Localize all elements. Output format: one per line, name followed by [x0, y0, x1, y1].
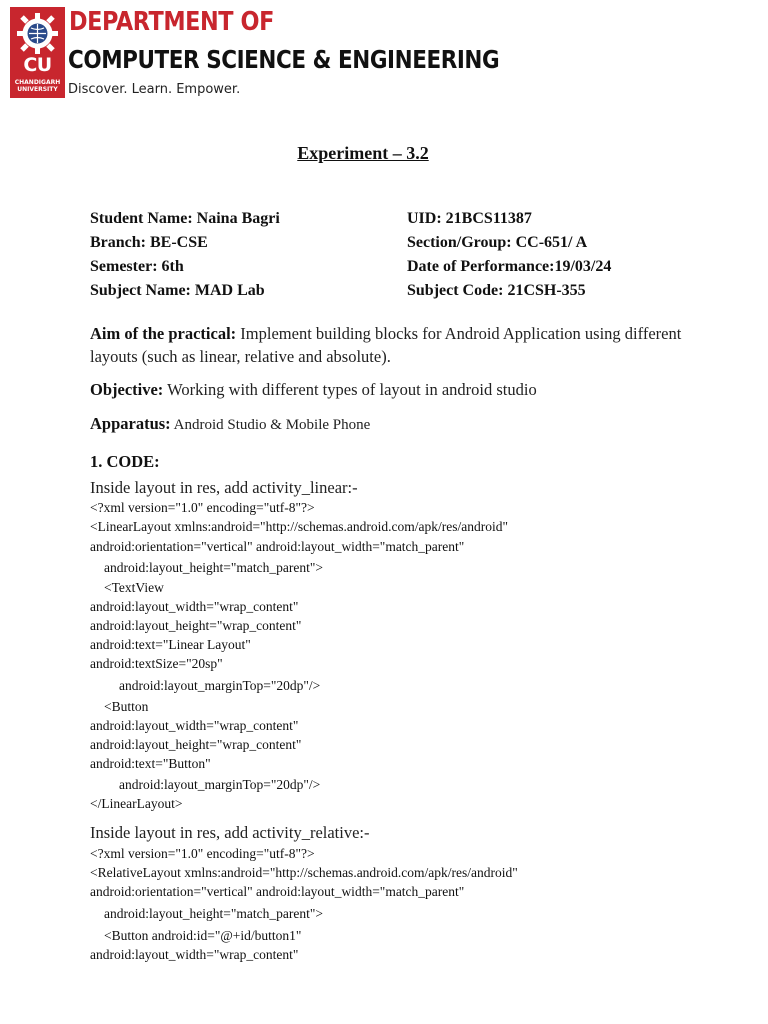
- code-line: android:layout_height="wrap_content": [90, 737, 302, 752]
- department-title-line1: DEPARTMENT OF: [69, 7, 274, 37]
- code-line: android:layout_height="match_parent">: [104, 906, 323, 921]
- code-line: <Button android:id="@+id/button1": [104, 928, 302, 943]
- code-line: </LinearLayout>: [90, 796, 183, 811]
- aim-paragraph: [90, 322, 690, 368]
- logo-university-text: CHANDIGARH UNIVERSITY: [14, 79, 61, 93]
- code-line: android:layout_height="match_parent">: [104, 560, 323, 575]
- code-line: <RelativeLayout xmlns:android="http://schemas.android.com/apk/res/android": [90, 865, 518, 880]
- branch: Branch: BE-CSE: [90, 234, 208, 251]
- semester: Semester: 6th: [90, 258, 184, 275]
- code-line: android:textSize="20sp": [90, 656, 223, 671]
- code-line: android:text="Linear Layout": [90, 637, 251, 652]
- objective-label: Objective:: [90, 380, 164, 399]
- aim-label: Aim of the practical:: [90, 324, 237, 343]
- code-heading: 1. CODE:: [90, 452, 160, 471]
- code-line: android:layout_height="wrap_content": [90, 618, 302, 633]
- code-line: <?xml version="1.0" encoding="utf-8"?>: [90, 846, 315, 861]
- code-line: <LinearLayout xmlns:android="http://schemas.android.com/apk/res/android": [90, 519, 509, 534]
- code-line: android:text="Button": [90, 756, 211, 771]
- department-title-line2: COMPUTER SCIENCE & ENGINEERING: [68, 45, 500, 74]
- university-logo: [10, 7, 65, 98]
- subject-code: Subject Code: 21CSH-355: [407, 282, 586, 299]
- apparatus-paragraph: [90, 412, 690, 437]
- code-line: <TextView: [104, 580, 164, 595]
- apparatus-text: Android Studio & Mobile Phone: [170, 417, 371, 433]
- page-header: [10, 7, 500, 99]
- code-line: android:layout_width="wrap_content": [90, 718, 299, 733]
- objective-text: Working with different types of layout in android studio: [163, 380, 537, 399]
- gear-globe-logo-icon: [16, 12, 59, 55]
- logo-cu-text: CU: [23, 54, 52, 76]
- student-name: Student Name: Naina Bagri: [90, 210, 280, 227]
- code-line: <Button: [104, 699, 149, 714]
- linear-intro: Inside layout in res, add activity_linear:-: [90, 478, 358, 497]
- code-line: android:layout_marginTop="20dp"/>: [119, 777, 321, 792]
- objective-paragraph: [90, 378, 690, 401]
- subject-name: Subject Name: MAD Lab: [90, 282, 265, 299]
- aim-text: Implement building blocks for Android Application using different layouts (such as linear, relative and absolute).: [90, 324, 682, 366]
- code-line: android:orientation="vertical" android:layout_width="match_parent": [90, 884, 465, 899]
- relative-intro: Inside layout in res, add activity_relative:-: [90, 823, 370, 842]
- apparatus-label: Apparatus:: [90, 414, 171, 433]
- code-line: android:layout_width="wrap_content": [90, 599, 299, 614]
- section-group: Section/Group: CC-651/ A: [407, 234, 588, 251]
- tagline: Discover. Learn. Empower.: [68, 82, 241, 97]
- experiment-title: Experiment – 3.2: [297, 143, 429, 163]
- code-line: android:layout_width="wrap_content": [90, 947, 299, 962]
- date-of-performance: Date of Performance:19/03/24: [407, 258, 612, 275]
- code-line: android:layout_marginTop="20dp"/>: [119, 678, 321, 693]
- code-line: <?xml version="1.0" encoding="utf-8"?>: [90, 500, 315, 515]
- code-line: android:orientation="vertical" android:layout_width="match_parent": [90, 539, 465, 554]
- uid: UID: 21BCS11387: [407, 210, 532, 227]
